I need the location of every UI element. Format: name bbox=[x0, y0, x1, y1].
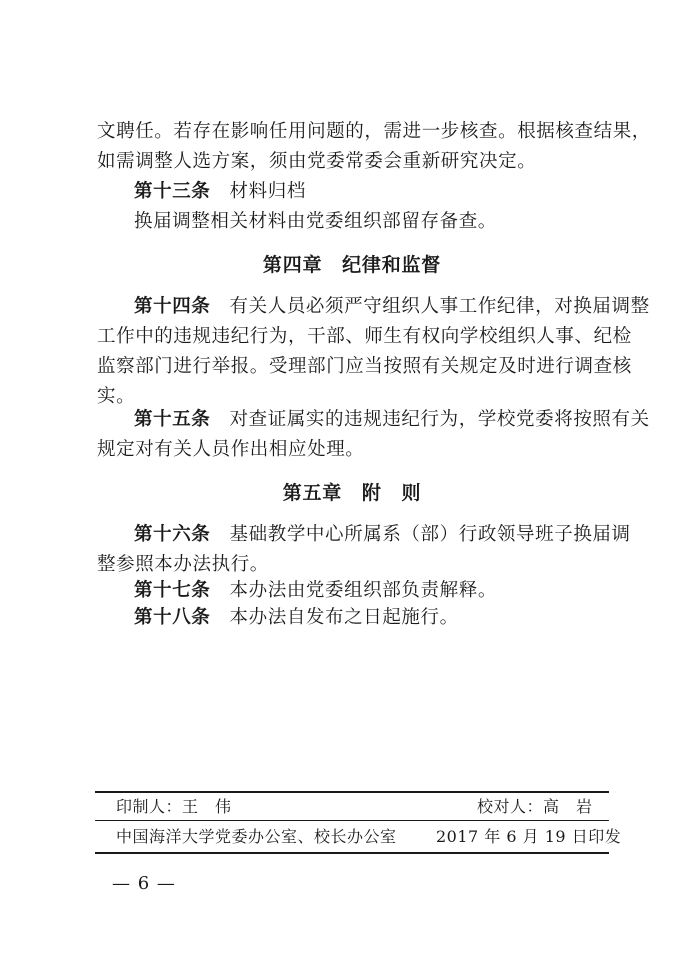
article-text: 有关人员必须严守组织人事工作纪律，对换届调整 bbox=[229, 296, 650, 317]
body-line: 实。 bbox=[97, 386, 136, 407]
issuing-office: 中国海洋大学党委办公室、校长办公室 bbox=[116, 827, 397, 846]
page-number: — 6 — bbox=[112, 873, 176, 894]
issue-date: 2017 年 6 月 19 日印发 bbox=[436, 827, 622, 846]
printer-name: 印制人：王 伟 bbox=[116, 797, 232, 816]
article-text: 本办法由党委组织部负责解释。 bbox=[229, 580, 497, 601]
proofreader-name: 校对人：高 岩 bbox=[477, 797, 593, 816]
article-18 bbox=[134, 603, 607, 633]
article-16 bbox=[134, 520, 631, 550]
article-title: 材料归档 bbox=[229, 181, 306, 202]
footer-top-rule bbox=[95, 791, 609, 793]
body-line: 文聘任。若存在影响任用问题的，需进一步核查。根据核查结果， bbox=[97, 121, 651, 142]
article-label: 第十八条 bbox=[134, 607, 211, 628]
footer-bottom-rule bbox=[95, 852, 609, 854]
article-14 bbox=[134, 292, 650, 322]
body-line: 监察部门进行举报。受理部门应当按照有关规定及时进行调查核 bbox=[97, 356, 632, 377]
article-text: 对查证属实的违规违纪行为，学校党委将按照有关 bbox=[229, 409, 650, 430]
article-label: 第十五条 bbox=[134, 409, 211, 430]
article-13 bbox=[134, 177, 607, 207]
article-label: 第十四条 bbox=[134, 296, 211, 317]
article-label: 第十三条 bbox=[134, 181, 211, 202]
chapter-heading: 第五章 附 则 bbox=[282, 482, 422, 504]
body-line: 整参照本办法执行。 bbox=[97, 554, 269, 575]
article-label: 第十七条 bbox=[134, 580, 211, 601]
article-text: 基础教学中心所属系（部）行政领导班子换届调 bbox=[229, 524, 631, 545]
body-line: 规定对有关人员作出相应处理。 bbox=[97, 439, 365, 460]
body-line: 工作中的违规违纪行为，干部、师生有权向学校组织人事、纪检 bbox=[97, 326, 632, 347]
article-text: 本办法自发布之日起施行。 bbox=[229, 607, 459, 628]
article-17 bbox=[134, 576, 607, 606]
article-label: 第十六条 bbox=[134, 524, 211, 545]
chapter-heading: 第四章 纪律和监督 bbox=[262, 254, 442, 276]
body-line: 换届调整相关材料由党委组织部留存备查。 bbox=[134, 211, 497, 232]
body-line: 如需调整人选方案，须由党委常委会重新研究决定。 bbox=[97, 151, 537, 172]
article-15 bbox=[134, 405, 650, 435]
footer-middle-rule bbox=[95, 820, 609, 821]
